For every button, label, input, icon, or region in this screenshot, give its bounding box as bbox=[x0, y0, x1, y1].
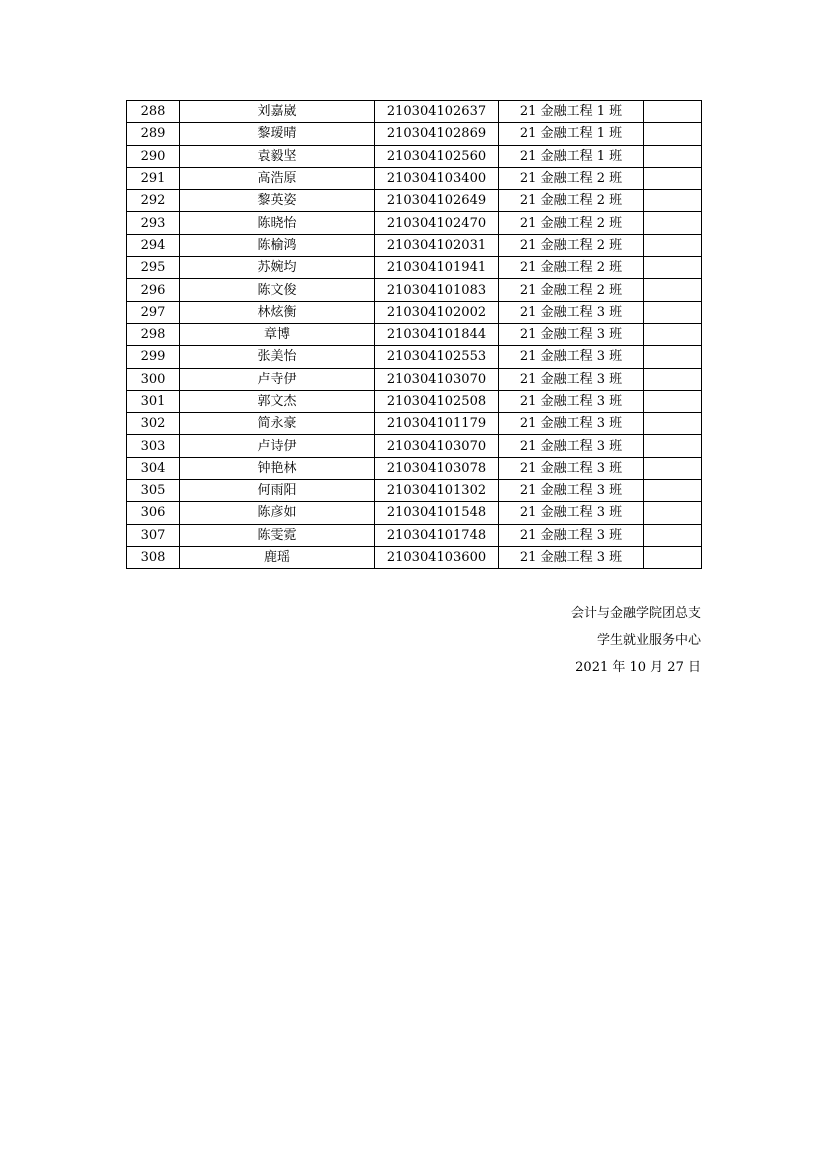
student-id-cell: 210304103078 bbox=[375, 457, 499, 479]
class-name-cell: 21 金融工程 1 班 bbox=[499, 101, 644, 123]
row-number-cell: 303 bbox=[127, 435, 180, 457]
student-id-cell: 210304101941 bbox=[375, 257, 499, 279]
student-name-cell: 卢寺伊 bbox=[180, 368, 375, 390]
note-cell bbox=[644, 413, 702, 435]
table-row bbox=[127, 346, 702, 368]
table-row bbox=[127, 502, 702, 524]
student-name-cell: 林炫衡 bbox=[180, 301, 375, 323]
table-row bbox=[127, 167, 702, 189]
student-id-cell: 210304102508 bbox=[375, 390, 499, 412]
student-name-cell: 陈彦如 bbox=[180, 502, 375, 524]
table-row bbox=[127, 435, 702, 457]
class-name-cell: 21 金融工程 3 班 bbox=[499, 457, 644, 479]
student-id-cell: 210304102560 bbox=[375, 145, 499, 167]
table-row bbox=[127, 413, 702, 435]
table-row bbox=[127, 301, 702, 323]
table-row bbox=[127, 101, 702, 123]
class-name-cell: 21 金融工程 3 班 bbox=[499, 546, 644, 568]
class-name-cell: 21 金融工程 3 班 bbox=[499, 435, 644, 457]
student-id-cell: 210304101179 bbox=[375, 413, 499, 435]
table-row bbox=[127, 546, 702, 568]
student-id-cell: 210304101302 bbox=[375, 480, 499, 502]
class-name-cell: 21 金融工程 2 班 bbox=[499, 190, 644, 212]
class-name-cell: 21 金融工程 2 班 bbox=[499, 167, 644, 189]
class-name-cell: 21 金融工程 3 班 bbox=[499, 390, 644, 412]
student-name-cell: 卢诗伊 bbox=[180, 435, 375, 457]
class-name-cell: 21 金融工程 1 班 bbox=[499, 123, 644, 145]
student-name-cell: 简永豪 bbox=[180, 413, 375, 435]
table-row bbox=[127, 123, 702, 145]
row-number-cell: 294 bbox=[127, 234, 180, 256]
student-name-cell: 陈晓怡 bbox=[180, 212, 375, 234]
issuing-department: 学生就业服务中心 bbox=[596, 633, 701, 648]
issue-date: 2021 年 10 月 27 日 bbox=[575, 660, 701, 675]
row-number-cell: 304 bbox=[127, 457, 180, 479]
row-number-cell: 297 bbox=[127, 301, 180, 323]
student-id-cell: 210304101844 bbox=[375, 323, 499, 345]
student-id-cell: 210304102649 bbox=[375, 190, 499, 212]
table-row bbox=[127, 390, 702, 412]
note-cell bbox=[644, 190, 702, 212]
note-cell bbox=[644, 546, 702, 568]
student-name-cell: 陈雯霓 bbox=[180, 524, 375, 546]
signature-block bbox=[571, 600, 701, 681]
class-name-cell: 21 金融工程 2 班 bbox=[499, 279, 644, 301]
note-cell bbox=[644, 502, 702, 524]
row-number-cell: 295 bbox=[127, 257, 180, 279]
student-name-cell: 陈榆鸿 bbox=[180, 234, 375, 256]
class-name-cell: 21 金融工程 3 班 bbox=[499, 323, 644, 345]
issuing-organization: 会计与金融学院团总支 bbox=[570, 606, 701, 621]
table-row bbox=[127, 190, 702, 212]
student-name-cell: 黎英姿 bbox=[180, 190, 375, 212]
student-id-cell: 210304103070 bbox=[375, 368, 499, 390]
table-row bbox=[127, 234, 702, 256]
student-id-cell: 210304102470 bbox=[375, 212, 499, 234]
table-row bbox=[127, 368, 702, 390]
class-name-cell: 21 金融工程 3 班 bbox=[499, 502, 644, 524]
student-name-cell: 刘嘉崴 bbox=[180, 101, 375, 123]
table-row bbox=[127, 279, 702, 301]
class-name-cell: 21 金融工程 3 班 bbox=[499, 480, 644, 502]
note-cell bbox=[644, 368, 702, 390]
student-id-cell: 210304101748 bbox=[375, 524, 499, 546]
row-number-cell: 300 bbox=[127, 368, 180, 390]
row-number-cell: 292 bbox=[127, 190, 180, 212]
table-row bbox=[127, 457, 702, 479]
note-cell bbox=[644, 457, 702, 479]
student-id-cell: 210304101083 bbox=[375, 279, 499, 301]
student-name-cell: 章博 bbox=[180, 323, 375, 345]
row-number-cell: 296 bbox=[127, 279, 180, 301]
row-number-cell: 289 bbox=[127, 123, 180, 145]
note-cell bbox=[644, 435, 702, 457]
note-cell bbox=[644, 145, 702, 167]
note-cell bbox=[644, 301, 702, 323]
table-row bbox=[127, 323, 702, 345]
class-name-cell: 21 金融工程 1 班 bbox=[499, 145, 644, 167]
note-cell bbox=[644, 480, 702, 502]
student-id-cell: 210304102002 bbox=[375, 301, 499, 323]
student-id-cell: 210304103600 bbox=[375, 546, 499, 568]
class-name-cell: 21 金融工程 2 班 bbox=[499, 234, 644, 256]
class-name-cell: 21 金融工程 3 班 bbox=[499, 524, 644, 546]
student-name-cell: 何雨阳 bbox=[180, 480, 375, 502]
student-id-cell: 210304102031 bbox=[375, 234, 499, 256]
student-id-cell: 210304102869 bbox=[375, 123, 499, 145]
student-id-cell: 210304103070 bbox=[375, 435, 499, 457]
note-cell bbox=[644, 279, 702, 301]
roster-table bbox=[126, 100, 702, 569]
table-row bbox=[127, 257, 702, 279]
row-number-cell: 299 bbox=[127, 346, 180, 368]
row-number-cell: 305 bbox=[127, 480, 180, 502]
row-number-cell: 308 bbox=[127, 546, 180, 568]
note-cell bbox=[644, 123, 702, 145]
student-name-cell: 苏婉均 bbox=[180, 257, 375, 279]
student-id-cell: 210304101548 bbox=[375, 502, 499, 524]
student-name-cell: 袁毅坚 bbox=[180, 145, 375, 167]
note-cell bbox=[644, 212, 702, 234]
row-number-cell: 301 bbox=[127, 390, 180, 412]
row-number-cell: 306 bbox=[127, 502, 180, 524]
table-row bbox=[127, 212, 702, 234]
student-name-cell: 张美怡 bbox=[180, 346, 375, 368]
note-cell bbox=[644, 524, 702, 546]
row-number-cell: 288 bbox=[127, 101, 180, 123]
student-name-cell: 陈文俊 bbox=[180, 279, 375, 301]
class-name-cell: 21 金融工程 3 班 bbox=[499, 346, 644, 368]
note-cell bbox=[644, 390, 702, 412]
row-number-cell: 298 bbox=[127, 323, 180, 345]
note-cell bbox=[644, 101, 702, 123]
student-name-cell: 鹿瑶 bbox=[180, 546, 375, 568]
table-row bbox=[127, 524, 702, 546]
student-id-cell: 210304103400 bbox=[375, 167, 499, 189]
row-number-cell: 307 bbox=[127, 524, 180, 546]
student-name-cell: 郭文杰 bbox=[180, 390, 375, 412]
class-name-cell: 21 金融工程 2 班 bbox=[499, 212, 644, 234]
note-cell bbox=[644, 346, 702, 368]
note-cell bbox=[644, 257, 702, 279]
student-name-cell: 钟艳林 bbox=[180, 457, 375, 479]
student-name-cell: 高浩原 bbox=[180, 167, 375, 189]
student-id-cell: 210304102553 bbox=[375, 346, 499, 368]
table-row bbox=[127, 145, 702, 167]
note-cell bbox=[644, 323, 702, 345]
student-name-cell: 黎瑷晴 bbox=[180, 123, 375, 145]
class-name-cell: 21 金融工程 3 班 bbox=[499, 413, 644, 435]
row-number-cell: 293 bbox=[127, 212, 180, 234]
class-name-cell: 21 金融工程 2 班 bbox=[499, 257, 644, 279]
row-number-cell: 291 bbox=[127, 167, 180, 189]
row-number-cell: 290 bbox=[127, 145, 180, 167]
note-cell bbox=[644, 167, 702, 189]
table-row bbox=[127, 480, 702, 502]
student-id-cell: 210304102637 bbox=[375, 101, 499, 123]
class-name-cell: 21 金融工程 3 班 bbox=[499, 301, 644, 323]
row-number-cell: 302 bbox=[127, 413, 180, 435]
roster-table-body bbox=[127, 101, 702, 569]
class-name-cell: 21 金融工程 3 班 bbox=[499, 368, 644, 390]
note-cell bbox=[644, 234, 702, 256]
